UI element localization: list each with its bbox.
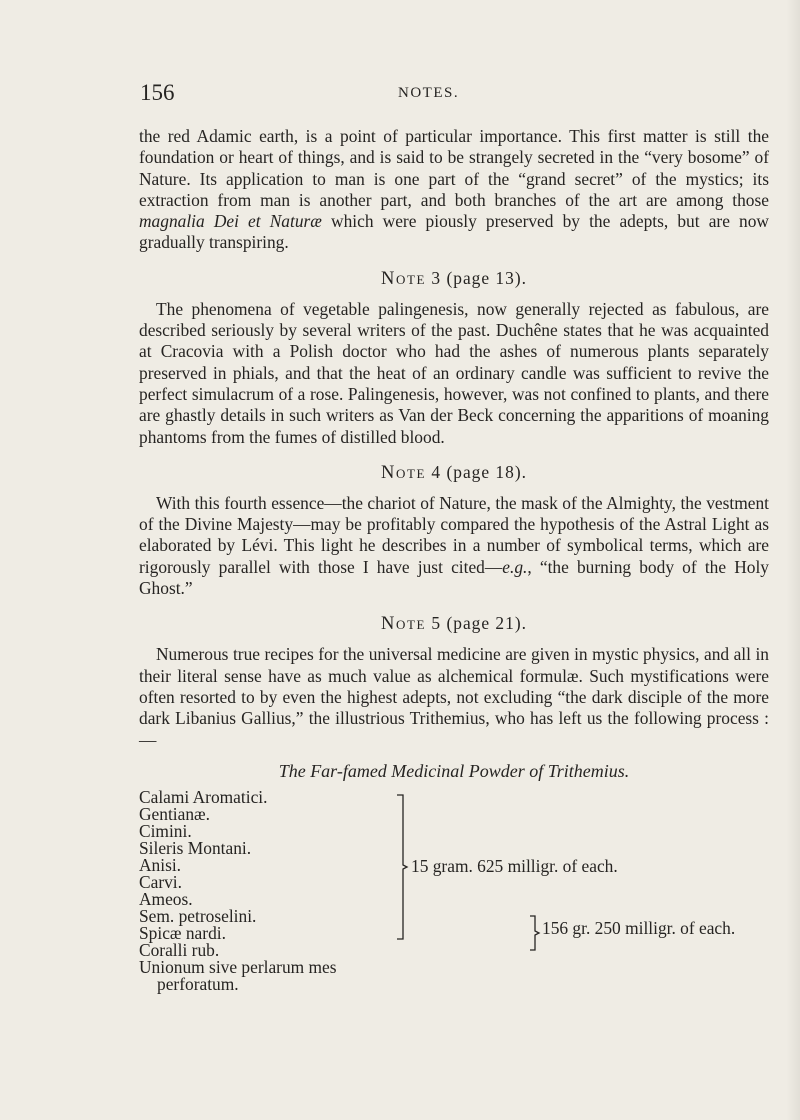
ingredient-line: Calami Aromatici. [139,786,268,807]
note-4-text: With this fourth essence—the chariot of Nature, the mask of the Almighty, the vestment of the Divine Majesty—may be profitably compared the hypothesis of the Astral Light as elaborated by Lévi. This light he describes in a number of symbolical terms, which are rigorously parallel with those I have just cited—e.g., “the burning body of the Holy Ghost.” [139,492,769,599]
note-3-reference: 3 (page 13). [431,267,527,288]
ingredient-line: Anisi. [139,854,182,875]
note-5-text: Numerous true recipes for the universal medicine are given in mystic physics, and all in their literal sense have as much value as alchemical formulæ. Such mystifications were often resorted to by even the highest adepts, not excluding “the dark disciple of the more dark Libanius Gallius,” the illustrious Trithemius, who has left us the following process :— [139,644,769,750]
running-head [0,80,800,110]
note-5-label: Note [381,614,427,635]
intro-paragraph: the red Adamic earth, is a point of particular importance. This first matter is still the foundation or heart of things, and is said to be strangely secreted in the “very bosome” of Nature. Its application to man is one part of the “grand secret” of the mystics; its extraction from man is another part, and both branches of the art are among those magnalia Dei et Naturæ which were piously preserved by the adepts, but are now gradually transpiring. [139,126,769,253]
brace-group-two [528,914,542,952]
ingredient-line: Gentianæ. [139,803,210,824]
ingredient-line: Spicæ nardi. [139,922,226,943]
note-3-label: Note [381,268,427,289]
note-4-label: Note [381,462,427,483]
page-number: 156 [140,80,175,105]
ingredient-line: Carvi. [139,871,182,892]
note-4-reference: 4 (page 18). [431,461,527,482]
note-3-text: The phenomena of vegetable palingenesis, now generally rejected as fabulous, are described seriously by several writers of the past. Duchêne states that he was acquainted at Cracovia with a Polish doctor who had the ashes of numerous plants separately preserved in phials, and that the heat of an ordinary candle was sufficient to revive the perfect simulacrum of a rose. Palingenesis, however, was not confined to plants, and there are ghastly details in such writers as Van der Beck concerning the apparitions of moaning phantoms from the fumes of distilled blood. [139,298,769,447]
note-4-heading [139,462,769,484]
page-edge-shadow [786,0,800,1120]
group-two-amount: 156 gr. 250 milligr. of each. [542,917,736,938]
ingredient-line: Coralli rub. [139,939,220,960]
ingredient-line: Sem. petroselini. [139,905,257,926]
ingredient-line: perforatum. [157,973,239,994]
recipe-ingredients [139,786,769,994]
note-3-heading [139,268,769,290]
recipe-title: The Far-famed Medicinal Powder of Trithemius. [278,760,630,781]
brace-group-one [395,793,409,941]
group-one-amount: 15 gram. 625 milligr. of each. [411,855,618,876]
ingredient-line: Sileris Montani. [139,837,252,858]
page-body [139,126,769,994]
ingredient-line: Unionum sive perlarum mes [139,956,337,977]
ingredient-line: Ameos. [139,888,193,909]
ingredient-line: Cimini. [139,820,192,841]
running-title: NOTES. [398,85,460,101]
note-5-heading [139,613,769,635]
note-5-reference: 5 (page 21). [431,613,527,634]
